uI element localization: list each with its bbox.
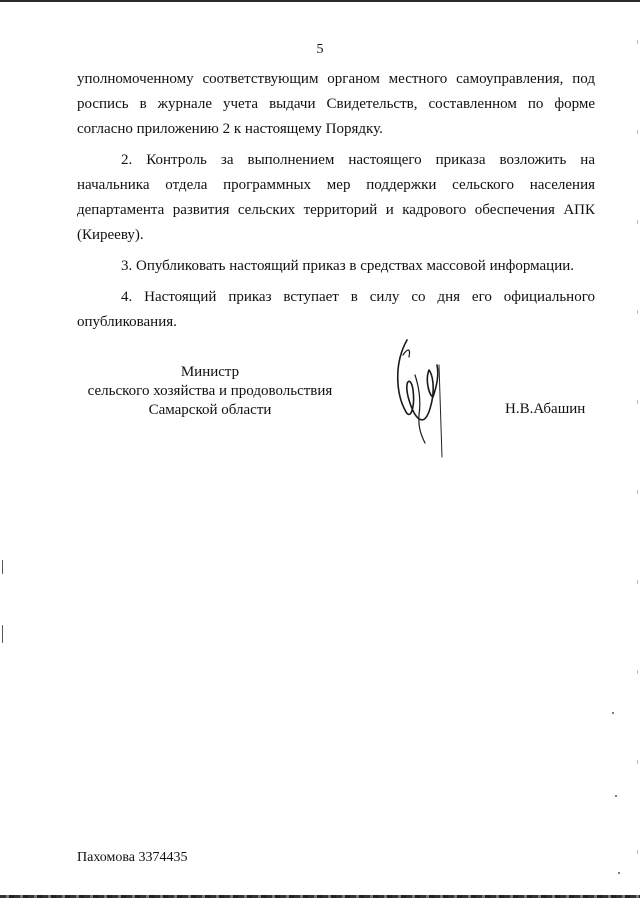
executor-contact: Пахомова 3374435 xyxy=(77,850,188,865)
document-body xyxy=(77,67,595,335)
position-title: Министр xyxy=(180,364,240,380)
scan-border-bottom xyxy=(0,895,640,898)
scan-speck xyxy=(612,712,614,714)
signatory-position xyxy=(60,363,360,420)
paragraph-continuation: уполномоченному соответствующим органом местного самоуправления, под роспись в журнале учета выдачи Свидетельств, составленном по форме согласно приложению 2 к настоящему Порядку. xyxy=(77,71,595,137)
position-ministry: сельского хозяйства и продовольствия xyxy=(87,383,333,399)
scan-speck xyxy=(2,625,3,643)
scan-speck xyxy=(618,872,620,874)
paragraph-item-3: 3. Опубликовать настоящий приказ в средствах массовой информации. xyxy=(121,258,575,274)
paragraph-item-2: 2. Контроль за выполнением настоящего приказа возложить на начальника отдела программных мер поддержки сельского населения департамента развития сельских территорий и кадрового обеспечения АПК (Кирееву). xyxy=(77,152,595,243)
page-number: 5 xyxy=(316,42,324,57)
scan-speck xyxy=(615,795,617,797)
paragraph-item-4: 4. Настоящий приказ вступает в силу со дня его официального опубликования. xyxy=(77,289,595,330)
scan-border-right xyxy=(637,0,638,905)
scan-border-top xyxy=(0,0,640,2)
scan-speck xyxy=(2,560,3,574)
handwritten-signature xyxy=(385,335,465,460)
position-region: Самарской области xyxy=(148,402,272,418)
signer-name: Н.В.Абашин xyxy=(505,401,586,417)
